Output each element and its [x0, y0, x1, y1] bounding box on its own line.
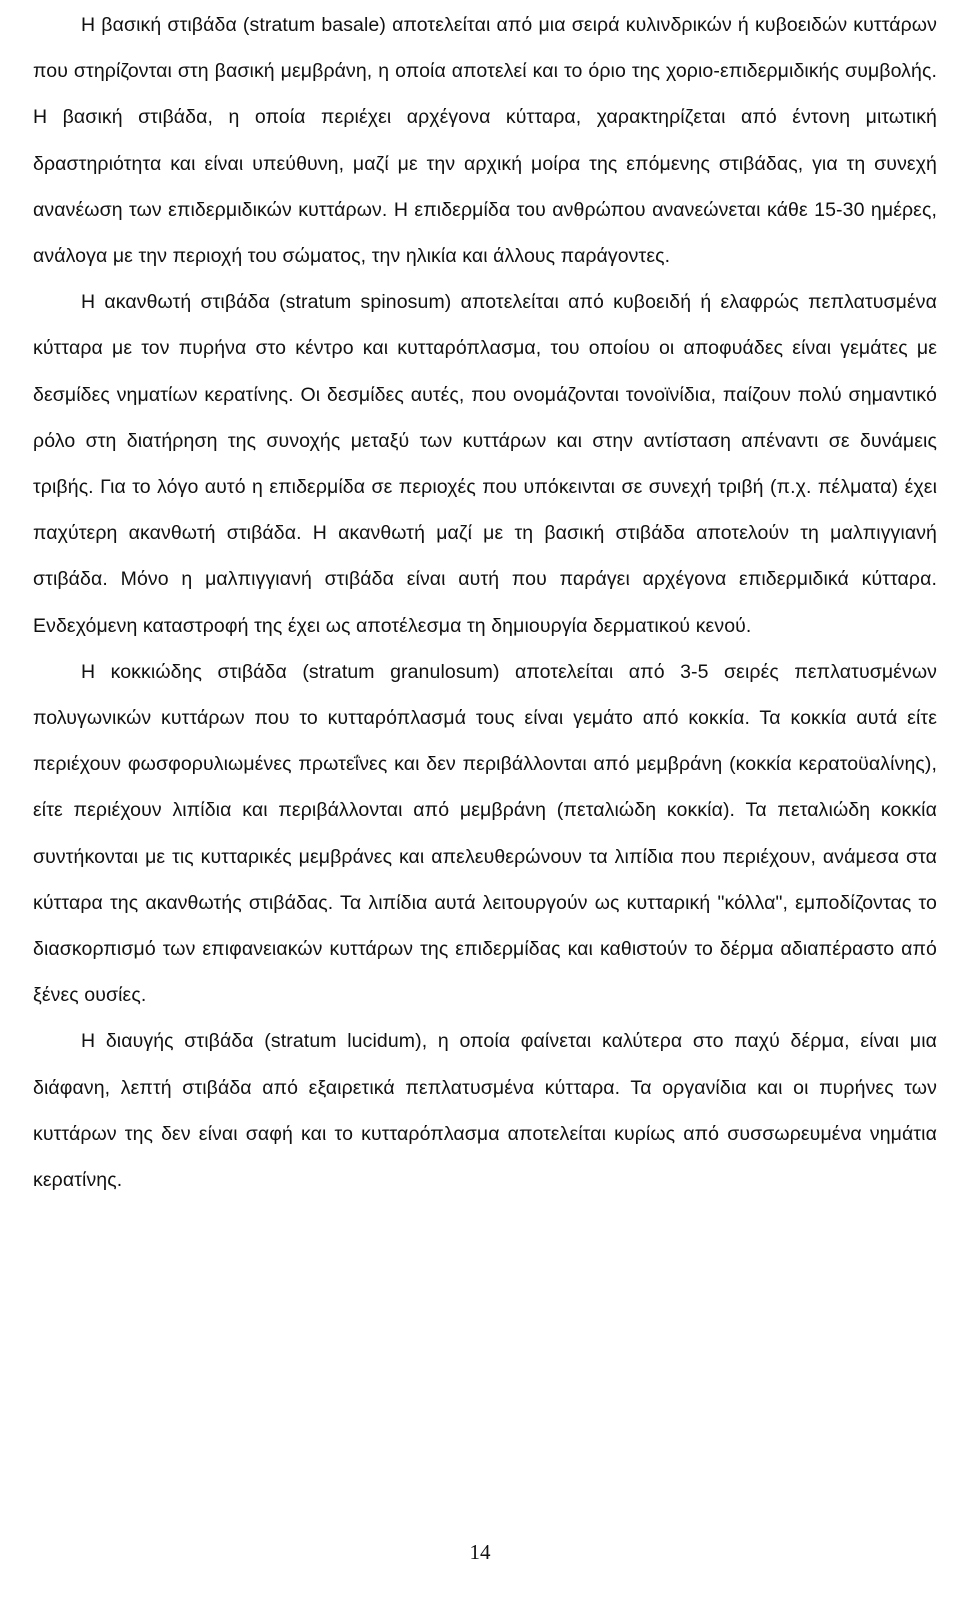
paragraph-stratum-basale: Η βασική στιβάδα (stratum basale) αποτελείται από μια σειρά κυλινδρικών ή κυβοειδών κυττάρων που στηρίζονται στη βασική μεμβράνη, η οποία αποτελεί και το όριο της χοριο-επιδερμιδικής συμβολής. Η βασική στιβάδα, η οποία περιέχει αρχέγονα κύτταρα, χαρακτηρίζεται από έντονη μιτωτική δραστηριότητα και είναι υπεύθυνη, μαζί με την αρχική μοίρα της επόμενης στιβάδας, για τη συνεχή ανανέωση των επιδερμιδικών κυττάρων. Η επιδερμίδα του ανθρώπου ανανεώνεται κάθε 15-30 ημέρες, ανάλογα με την περιοχή του σώματος, την ηλικία και άλλους παράγοντες.: [33, 14, 937, 268]
paragraph-stratum-granulosum: Η κοκκιώδης στιβάδα (stratum granulosum) αποτελείται από 3-5 σειρές πεπλατυσμένων πολυγωνικών κυττάρων που το κυτταρόπλασμά τους είναι γεμάτο από κοκκία. Τα κοκκία αυτά είτε περιέχουν φωσφορυλιωμένες πρωτεΐνες και δεν περιβάλλονται από μεμβράνη (κοκκία κερατοϋαλίνης), είτε περιέχουν λιπίδια και περιβάλλονται από μεμβράνη (πεταλιώδη κοκκία). Τα πεταλιώδη κοκκία συντήκονται με τις κυτταρικές μεμβράνες και απελευθερώνουν τα λιπίδια που περιέχουν, ανάμεσα στα κύτταρα της ακανθωτής στιβάδας. Τα λιπίδια αυτά λειτουργούν ως κυτταρική "κόλλα", εμποδίζοντας το διασκορπισμό των επιφανειακών κυττάρων της επιδερμίδας και καθιστούν το δέρμα αδιαπέραστο από ξένες ουσίες.: [33, 660, 937, 1007]
paragraph-stratum-spinosum: Η ακανθωτή στιβάδα (stratum spinosum) αποτελείται από κυβοειδή ή ελαφρώς πεπλατυσμένα κύτταρα με τον πυρήνα στο κέντρο και κυτταρόπλασμα, του οποίου οι αποφυάδες είναι γεμάτες με δεσμίδες νηματίων κερατίνης. Οι δεσμίδες αυτές, που ονομάζονται τονοϊνίδια, παίζουν πολύ σημαντικό ρόλο στη διατήρηση της συνοχής μεταξύ των κυττάρων και στην αντίσταση απέναντι σε δυνάμεις τριβής. Για το λόγο αυτό η επιδερμίδα σε περιοχές που υπόκεινται σε συνεχή τριβή (π.χ. πέλματα) έχει παχύτερη ακανθωτή στιβάδα. Η ακανθωτή μαζί με τη βασική στιβάδα αποτελούν τη μαλπιγγιανή στιβάδα. Μόνο η μαλπιγγιανή στιβάδα είναι αυτή που παράγει αρχέγονα επιδερμιδικά κύτταρα. Ενδεχόμενη καταστροφή της έχει ως αποτέλεσμα τη δημιουργία δερματικού κενού.: [33, 291, 937, 637]
paragraph-stratum-lucidum: Η διαυγής στιβάδα (stratum lucidum), η οποία φαίνεται καλύτερα στο παχύ δέρμα, είναι μια διάφανη, λεπτή στιβάδα από εξαιρετικά πεπλατυσμένα κύτταρα. Τα οργανίδια και οι πυρήνες των κυττάρων της δεν είναι σαφή και το κυτταρόπλασμα αποτελείται κυρίως από συσσωρευμένα νημάτια κερατίνης.: [33, 1030, 937, 1192]
body-text: [33, 2, 937, 1203]
page-number: 14: [469, 1540, 491, 1564]
